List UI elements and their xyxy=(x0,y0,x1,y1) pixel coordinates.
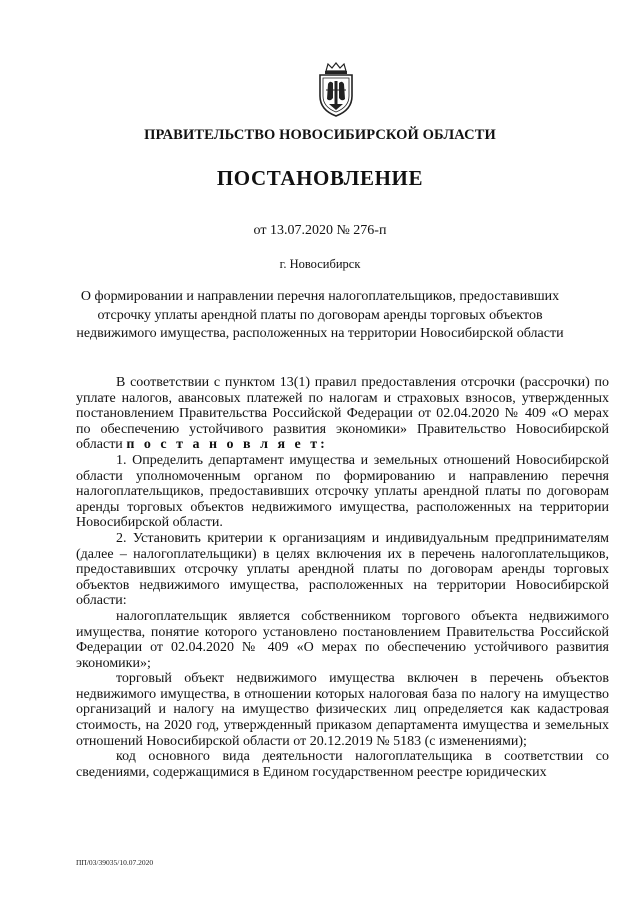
decree-colon: : xyxy=(320,437,328,453)
date-and-number: от 13.07.2020 № 276-п xyxy=(253,223,387,238)
criterion-2-paragraph: торговый объект недвижимого имущества включен в перечень объектов недвижимого имущества, в отношении которых налоговая база по налогу на имущество организаций и налогу на имущество физических лиц определяется как кадастровая стоимость, на 2020 год, утвержденный приказом департамента имущества и земельных отношений Новосибирской области от 20.12.2019 № 5183 (с изменениями); xyxy=(76,671,609,749)
city: г. Новосибирск xyxy=(279,257,361,271)
criterion-1-paragraph: налогоплательщик является собственником торгового объекта недвижимого имущества, понятие которого установлено постановлением Правительства Российской Федерации от 02.04.2020 № 409 «О мерах по обеспечению устойчивого развития экономики»; xyxy=(76,608,609,671)
document-title: О формировании и направлении перечня налогоплательщиков, предоставивших отсрочку уплаты арендной платы по договорам аренды торговых объектов недвижимого имущества, расположенных на территории Новосибирской области xyxy=(76,289,564,341)
coat-of-arms-icon xyxy=(314,62,358,118)
preamble-text: В соответствии с пунктом 13(1) правил предоставления отсрочки (рассрочки) по уплате налогов, авансовых платежей по налогам и страховых взносов, утвержденных постановлением Правительства Российской Федерации от 02.04.2020 № 409 «О мерах по обеспечению устойчивого развития экономики» Правительство Новосибирской области xyxy=(76,375,609,453)
document-type: ПОСТАНОВЛЕНИЕ xyxy=(216,166,424,190)
document-body xyxy=(76,375,609,780)
item-2-paragraph: 2. Установить критерии к организациям и индивидуальным предпринимателям (далее – налогоплательщики) в целях включения их в перечень налогоплательщиков, предоставивших отсрочку уплаты арендной платы по договорам аренды торговых объектов недвижимого имущества, расположенных на территории Новосибирской области: xyxy=(76,530,609,609)
preamble-paragraph xyxy=(76,375,609,453)
criterion-3-paragraph: код основного вида деятельности налогоплательщика в соответствии со сведениями, содержащимися в Едином государственном реестре юридических xyxy=(76,749,609,780)
decree-word: п о с т а н о в л я е т xyxy=(126,437,321,453)
footer-code: ПП/03/39035/10.07.2020 xyxy=(76,858,154,867)
government-name: ПРАВИТЕЛЬСТВО НОВОСИБИРСКОЙ ОБЛАСТИ xyxy=(144,127,496,143)
item-1-paragraph: 1. Определить департамент имущества и земельных отношений Новосибирской области уполномоченным органом по формированию и направлению перечня налогоплательщиков, предоставивших отсрочку уплаты арендной платы по договорам аренды торговых объектов недвижимого имущества, расположенных на территории Новосибирской области. xyxy=(76,452,609,531)
